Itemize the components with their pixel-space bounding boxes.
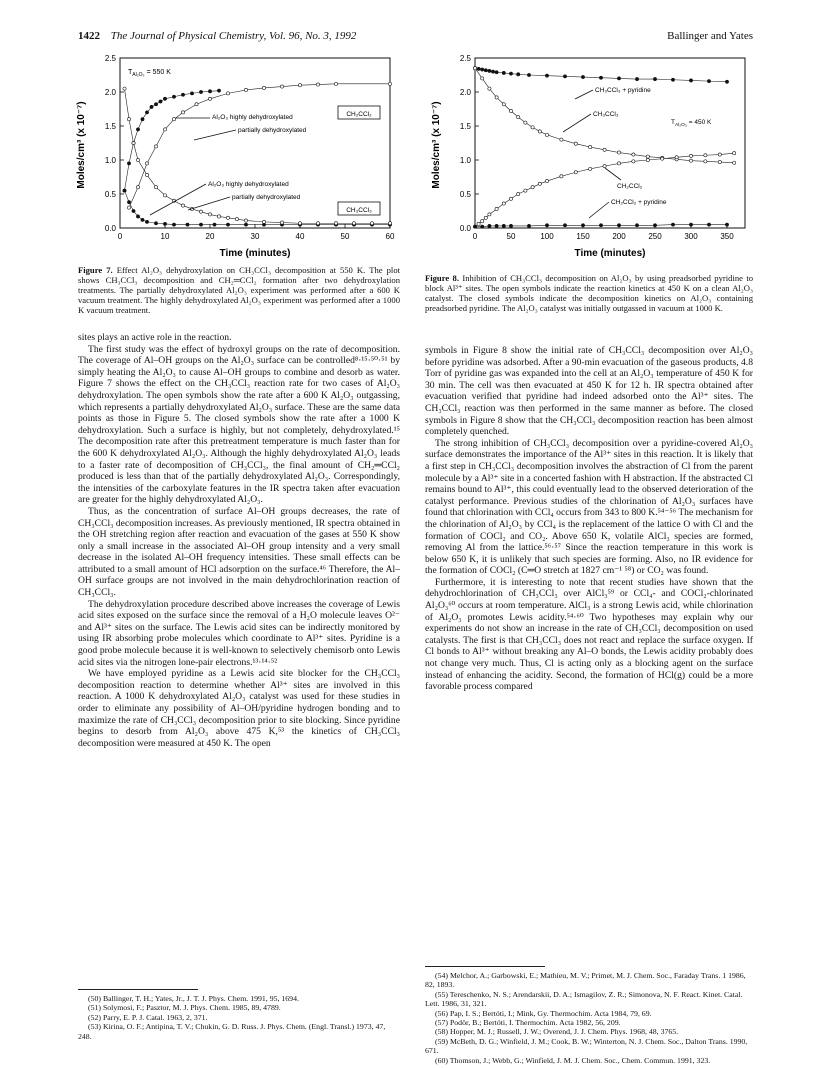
data-point xyxy=(725,80,728,83)
reference: (50) Ballinger, T. H.; Yates, Jr., J. T. J. Phys. Chem. 1991, 95, 1694. xyxy=(88,994,299,1003)
data-point xyxy=(509,197,512,200)
temp-value: = 550 K xyxy=(146,69,171,76)
y-tick-label: 2.5 xyxy=(104,54,116,63)
data-point xyxy=(599,76,602,79)
reference: (60) Thomson, J.; Webb, G.; Winfield, J. M. J. Chem. Soc., Chem. Commun. 1991, 323. xyxy=(435,1055,711,1065)
data-point xyxy=(718,160,721,163)
data-point xyxy=(226,92,229,95)
data-point xyxy=(473,225,476,228)
paragraph: sites plays an active role in the reaction. xyxy=(78,332,232,343)
figure-7-caption xyxy=(78,265,400,315)
data-point xyxy=(563,75,566,78)
data-point xyxy=(186,223,189,226)
annotation-4: CH₂CCl₂ + pyridine xyxy=(611,199,667,206)
data-point xyxy=(538,182,541,185)
data-point xyxy=(226,216,229,219)
data-point xyxy=(195,103,198,106)
data-point xyxy=(545,224,548,227)
data-point xyxy=(159,100,162,103)
x-tick-label: 300 xyxy=(684,232,698,241)
arrow-line xyxy=(589,202,609,218)
figure-8-caption xyxy=(425,273,753,313)
y-tick-label: 0.5 xyxy=(459,190,471,199)
upper-annotation-1: Al₂O₃ highly dehydroxylated xyxy=(212,114,293,121)
data-point xyxy=(524,189,527,192)
axis-ticks xyxy=(460,54,734,241)
x-tick-label: 200 xyxy=(612,232,626,241)
data-point xyxy=(163,97,166,100)
data-point xyxy=(316,222,319,225)
data-point xyxy=(262,220,265,223)
reference: (58) Hopper, M. J.; Russell, J. W.; Overend, J. J. Chem. Phys. 1968, 48, 3765. xyxy=(435,1027,679,1037)
data-point xyxy=(502,103,505,106)
data-point xyxy=(495,207,498,210)
data-point xyxy=(704,154,707,157)
data-point xyxy=(653,77,656,80)
data-point xyxy=(617,151,620,154)
data-point xyxy=(244,223,247,226)
data-point xyxy=(589,167,592,170)
data-point xyxy=(217,89,220,92)
data-point xyxy=(560,175,563,178)
data-point xyxy=(603,165,606,168)
data-point xyxy=(545,74,548,77)
data-point xyxy=(481,220,484,223)
data-point xyxy=(136,215,139,218)
data-point xyxy=(217,215,220,218)
data-point xyxy=(603,148,606,151)
data-point xyxy=(502,224,505,227)
data-point xyxy=(388,82,391,85)
data-point xyxy=(517,116,520,119)
data-point xyxy=(632,160,635,163)
data-point xyxy=(689,79,692,82)
x-tick-label: 40 xyxy=(295,232,305,241)
temp-symbol: T xyxy=(128,69,133,76)
data-point xyxy=(473,67,476,70)
data-point xyxy=(280,221,283,224)
footnote-rule xyxy=(425,966,545,967)
data-point xyxy=(725,223,728,226)
data-point xyxy=(646,155,649,158)
data-point xyxy=(199,210,202,213)
data-point xyxy=(527,224,530,227)
temperature-label xyxy=(671,119,712,128)
references-right xyxy=(425,971,753,1065)
data-point xyxy=(172,95,175,98)
data-point xyxy=(517,192,520,195)
data-point xyxy=(280,85,283,88)
data-point xyxy=(141,218,144,221)
data-point xyxy=(689,159,692,162)
reference: (54) Melchor, A.; Garbowski, E.; Mathieu, M. V.; Primet, M. J. Chem. Soc., Faraday Trans. 1 1986, 82, 1893. xyxy=(425,971,746,990)
y-axis-label: Moles/cm³ (x 10⁻⁷) xyxy=(431,101,442,189)
arrow-line xyxy=(194,130,236,140)
data-point xyxy=(181,204,184,207)
data-point xyxy=(132,209,135,212)
plot-frame xyxy=(475,58,745,228)
data-point xyxy=(477,222,480,225)
data-point xyxy=(226,223,229,226)
data-point xyxy=(150,105,153,108)
figure-8-plot xyxy=(425,50,755,260)
data-point xyxy=(581,75,584,78)
data-point xyxy=(154,186,157,189)
y-tick-label: 0.0 xyxy=(459,224,471,233)
caption-text: Inhibition of CH₃CCl₃ decomposition on Al₂O₃ by using preadsorbed pyridine to block Al³⁺ sites. The open symbols indicate the reaction kinetics at 450 K on a clean Al₂O₃ catalyst. The closed symbols indicate the decomposition kinetics on Al₂O₃ containing preadsorbed pyridine. The Al₂O₃ catalyst was initially outgassed in vacuum at 1000 K. xyxy=(425,273,753,313)
data-point xyxy=(136,128,139,131)
data-point xyxy=(563,224,566,227)
data-point xyxy=(707,223,710,226)
data-point xyxy=(704,160,707,163)
data-point xyxy=(733,152,736,155)
paragraph: Furthermore, it is interesting to note that recent studies have shown that the dehydrochlorination of CH₃CCl₃ over AlCl₃⁵⁹ or CCl₄- and COCl₂-chlorinated Al₂O₃⁶⁰ occurs at room temperature. AlCl₃ is a strong Lewis acid, while chlorination of Al₂O₃ promotes Lewis acidity.⁵⁴·⁶⁰ Two hypotheses may explain why our experiments do not show an increase in the rate of CH₃CCl₃ decomposition on used catalysts. The first is that CH₃CCl₃ does not react and replace the surface oxygen. If Cl bonds to Al³⁺ without breaking any Al–O bonds, the Lewis acidity probably does not change very much. Thus, Cl is acting only as a blocking agent on the surface instead of enhancing the acidity. Second, the formation of HCl(g) could be a more favorable process compared xyxy=(425,576,753,693)
data-point xyxy=(617,162,620,165)
data-point xyxy=(531,126,534,129)
data-point xyxy=(298,84,301,87)
x-tick-label: 60 xyxy=(385,232,395,241)
data-point xyxy=(208,97,211,100)
references-left xyxy=(78,994,400,1041)
annotation-3: CH₂CCl₂ xyxy=(617,183,643,190)
data-point xyxy=(244,219,247,222)
data-point xyxy=(127,206,130,209)
data-point xyxy=(502,202,505,205)
paragraph: The strong inhibition of CH₃CCl₃ decomposition over a pyridine-covered Al₂O₃ surface demonstrates the importance of the Al³⁺ sites in this reaction. It is likely that a first step in CH₃CCl₃ decomposition involves the abstraction of Cl from the parent molecule by a Al³⁺ site in a concerted fashion with H abstraction. If the abstracted Cl remains bound to Al³⁺, this could eventually lead to the observed deterioration of the catalyst performance. Previous studies of the chlorination of Al₂O₃ surfaces have found that chlorination with CCl₄ occurs from 343 to 800 K.⁵⁴⁻⁵⁶ The mechanism for the chlorination of Al₂O₃ by CCl₄ is the replacement of the lattice O with Cl and the formation of COCl₂ and CO₂. Above 650 K, volatile AlCl₃ species are formed, removing Al from the lattice.⁵⁶·⁵⁷ Since the reaction temperature in this work is below 650 K, it is unlikely that such species are forming. Also, no IR evidence for the formation of COCl₂ (C═O stretch at 1827 cm⁻¹ ⁵⁸) or CO₂ was found. xyxy=(425,437,753,577)
temp-symbol: T xyxy=(671,119,675,126)
data-point xyxy=(689,223,692,226)
temperature-label xyxy=(128,69,171,78)
x-axis-label: Time (minutes) xyxy=(219,248,291,259)
data-point xyxy=(733,161,736,164)
annotation-1: CH₃CCl₃ + pyridine xyxy=(595,87,651,94)
x-tick-label: 10 xyxy=(160,232,170,241)
y-tick-label: 2.0 xyxy=(104,88,116,97)
data-point xyxy=(509,224,512,227)
data-point xyxy=(531,186,534,189)
data-point xyxy=(352,222,355,225)
data-point xyxy=(334,222,337,225)
data-point xyxy=(545,179,548,182)
data-point xyxy=(488,69,491,72)
data-point xyxy=(316,83,319,86)
data-point xyxy=(136,186,139,189)
footnote-rule xyxy=(78,989,198,990)
x-tick-label: 50 xyxy=(340,232,350,241)
lower-annotation-1: Al₂O₃ highly dehydroxylated xyxy=(208,181,289,188)
data-point xyxy=(145,162,148,165)
data-point xyxy=(208,213,211,216)
data-point xyxy=(484,216,487,219)
data-point xyxy=(208,90,211,93)
data-point xyxy=(141,118,144,121)
data-point xyxy=(163,222,166,225)
arrow-line xyxy=(605,168,621,180)
reference: (55) Tereschenko, N. S.; Arendarskii, D. A.; Ismagilov, Z. R.; Simonova, N. F. React. Kinet. Catal. Lett. 1986, 31, 321. xyxy=(425,989,743,1009)
caption-label: Figure 8. xyxy=(425,273,460,283)
data-point xyxy=(617,77,620,80)
data-point xyxy=(495,71,498,74)
paragraph: symbols in Figure 8 show the initial rate of CH₃CCl₃ decomposition over Al₂O₃ before pyridine was adsorbed. After a 90-min evacuation of the gaseous products, 4.8 Torr of pyridine gas was expanded into the cell at an Al₂O₃ temperature of 450 K for 30 min. The cell was then evacuated at 450 K for 12 h. IR spectra obtained after evacuation verified that pyridine had indeed adsorbed onto the Al³⁺ sites. The CH₃CCl₃ reaction was then performed in the same manner as before. The closed symbols in Figure 8 show that the CH₃CCl₃ decomposition reaction has been almost completely quenched. xyxy=(425,345,753,438)
data-point xyxy=(145,111,148,114)
data-point xyxy=(646,158,649,161)
paragraph: We have employed pyridine as a Lewis acid site blocker for the CH₃CCl₃ decomposition reaction to determine whether Al³⁺ sites are involved in this reaction. A 1000 K dehydroxylated Al₂O₃ catalyst was used for these studies in order to eliminate any possibility of Al–OH/pyridine hydrogen bonding and to maximize the rate of CH₃CCl₃ decomposition prior to site blocking. Since pyridine begins to desorb from Al₂O₃ above 475 K,⁵³ the kinetics of CH₃CCl₃ decomposition were measured at 450 K. The open xyxy=(78,668,400,749)
upper-annotation-2: partially dehydroxylated xyxy=(238,127,307,134)
data-point xyxy=(574,171,577,174)
data-point xyxy=(127,201,130,204)
data-point xyxy=(653,224,656,227)
x-axis-label: Time (minutes) xyxy=(574,248,646,259)
data-point xyxy=(127,162,130,165)
data-point xyxy=(635,224,638,227)
data-point xyxy=(574,142,577,145)
data-point xyxy=(675,156,678,159)
x-tick-label: 20 xyxy=(205,232,215,241)
data-point xyxy=(123,87,126,90)
reference: (59) McBeth, D. G.; Winfield, J. M.; Cook, B. W.; Winterton, N. J. Chem. Soc., Dalton Trans. 1990, 671. xyxy=(425,1036,748,1056)
data-point xyxy=(154,222,157,225)
data-point xyxy=(581,224,584,227)
series-line xyxy=(129,84,390,208)
left-column xyxy=(78,332,400,749)
data-point xyxy=(488,213,491,216)
data-point xyxy=(517,73,520,76)
x-tick-label: 30 xyxy=(250,232,260,241)
x-tick-label: 50 xyxy=(506,232,516,241)
data-point xyxy=(477,67,480,70)
arrow-line xyxy=(188,197,230,210)
data-point xyxy=(481,77,484,80)
y-axis-label: Moles/cm³ (x 10⁻⁷) xyxy=(76,101,87,189)
data-point xyxy=(527,73,530,76)
annotation-2: CH₃CCl₃ xyxy=(593,111,619,118)
y-tick-label: 0.5 xyxy=(104,190,116,199)
data-point xyxy=(560,138,563,141)
data-point xyxy=(488,224,491,227)
figure-8 xyxy=(425,50,755,260)
data-point xyxy=(181,93,184,96)
x-tick-label: 350 xyxy=(720,232,734,241)
arrow-line xyxy=(575,90,593,99)
data-point xyxy=(718,153,721,156)
data-point xyxy=(123,189,126,192)
data-point xyxy=(635,77,638,80)
data-point xyxy=(689,154,692,157)
upper-box-label: CH₂CCl₂ xyxy=(346,111,372,118)
x-tick-label: 0 xyxy=(472,232,478,241)
data-point xyxy=(495,96,498,99)
arrow-line xyxy=(563,114,591,132)
paragraph: The dehydroxylation procedure described above increases the coverage of Lewis acid sites exposed on the surface since the removal of a H₂O molecule leaves O²⁻ and Al³⁺ sites on the surface. The Lewis acid sites can be indirectly monitored by using IR absorbing probe molecules which coordinate to Al³⁺ sites. Pyridine is a good probe molecule because it is well-known to selectively chemisorb onto Lewis acid sites via the nitrogen lone-pair electrons.¹³·¹⁴·⁵² xyxy=(78,598,400,668)
data-point xyxy=(154,103,157,106)
data-point xyxy=(502,71,505,74)
data-point xyxy=(481,225,484,228)
x-tick-label: 100 xyxy=(540,232,554,241)
data-point xyxy=(370,222,373,225)
figure-7-plot xyxy=(70,50,400,260)
y-tick-label: 2.0 xyxy=(459,88,471,97)
data-point xyxy=(213,223,216,226)
y-tick-label: 1.5 xyxy=(104,122,116,131)
data-point xyxy=(190,92,193,95)
figure-7 xyxy=(70,50,400,260)
reference: (52) Parry, E. P. J. Catal. 1963, 2, 371. xyxy=(88,1012,208,1022)
data-point xyxy=(181,111,184,114)
data-point xyxy=(163,128,166,131)
data-point xyxy=(491,70,494,73)
data-point xyxy=(127,118,130,121)
data-point xyxy=(199,90,202,93)
reference: (56) Pap, I. S.; Bertóti, I.; Mink, Gy. Thermochim. Acta 1984, 79, 69. xyxy=(435,1008,652,1018)
data-point xyxy=(334,82,337,85)
page-number: 1422 xyxy=(78,30,100,42)
data-point xyxy=(154,145,157,148)
caption-label: Figure 7. xyxy=(78,265,113,275)
running-authors: Ballinger and Yates xyxy=(667,30,753,42)
journal-title: The Journal of Physical Chemistry, Vol. 96, No. 3, 1992 xyxy=(110,30,357,42)
data-point xyxy=(545,133,548,136)
data-point xyxy=(132,141,135,144)
data-point xyxy=(509,109,512,112)
caption-text: Effect Al₂O₃ dehydroxylation on CH₃CCl₃ decomposition at 550 K. The plot shows CH₃CCl₃ decomposition and CH₂═CCl₂ formation after two dehydroxylation treatments. The partially dehydroxylated Al₂O₃ experiment was performed after a 600 K vacuum treatment. The highly dehydroxylated Al₂O₃ experiment was performed after a 1000 K vacuum treatment. xyxy=(78,265,401,315)
data-point xyxy=(599,224,602,227)
data-point xyxy=(524,121,527,124)
data-point xyxy=(509,72,512,75)
series-line xyxy=(475,68,727,82)
data-point xyxy=(707,80,710,83)
data-point xyxy=(145,173,148,176)
page-header xyxy=(78,30,753,44)
lower-box-label: CH₃CCl₃ xyxy=(346,207,372,214)
data-point xyxy=(671,223,674,226)
data-point xyxy=(481,68,484,71)
data-point xyxy=(538,130,541,133)
y-tick-label: 1.0 xyxy=(459,156,471,165)
reference: (53) Kirina, O. F.; Antipina, T. V.; Chukin, G. D. Russ. J. Phys. Chem. (Engl. Transl.) 1973, 47, 248. xyxy=(78,1022,386,1041)
data-point xyxy=(589,145,592,148)
data-point xyxy=(163,194,166,197)
right-column xyxy=(425,345,753,693)
data-point xyxy=(495,224,498,227)
y-tick-label: 2.5 xyxy=(459,54,471,63)
data-point xyxy=(235,218,238,221)
series-line xyxy=(475,153,734,226)
paragraph: Thus, as the concentration of surface Al–OH groups decreases, the rate of CH₃CCl₃ decomposition increases. As previously mentioned, IR spectra obtained in the OH stretching region after reaction and evacuation of the gases at 550 K show only a small increase in the associated Al–OH group intensity and a very small decrease in the isolated Al–OH frequency intensities. These small effects can be attributed to a small amount of HCl adsorption on the surface.⁴⁶ Therefore, the Al–OH surface groups are not involved in the main dehydrochlorination reaction of CH₃CCl₃. xyxy=(78,505,400,599)
paragraph: The first study was the effect of hydroxyl groups on the rate of decomposition. The coverage of Al–OH groups on the Al₂O₃ surface can be controlled⁸·¹⁵·⁵⁰·⁵¹ by simply heating the Al₂O₃ to cause Al–OH groups to combine and desorb as water. Figure 7 shows the effect on the CH₃CCl₃ reaction rate for two cases of Al₂O₃ dehydroxylation. The open symbols show the rate after a 600 K Al₂O₃ outgassing, which represents a partially dehydroxylated Al₂O₃ surface. These are the same data points as those in Figure 5. The closed symbols show the rate after a 1000 K dehydroxylation. Such a surface is highly, but not completely, dehydroxylated.¹⁵ The decomposition rate after this pretreatment temperature is much faster than for the 600 K dehydroxylated Al₂O₃. Although the highly dehydroxylated Al₂O₃ leads to a faster rate of decomposition of CH₃CCl₃, the final amount of CH₂═CCl₂ produced is less than that of the partially dehydroxylated Al₂O₃. Correspondingly, the intensities of the carboxylate features in the IR spectra taken after evacuation are greater for the highly dehydroxylated Al₂O₃. xyxy=(78,343,400,506)
data-point xyxy=(244,88,247,91)
x-tick-label: 150 xyxy=(576,232,590,241)
data-point xyxy=(172,223,175,226)
y-tick-label: 1.5 xyxy=(459,122,471,131)
data-point xyxy=(298,222,301,225)
reference: (57) Podör, B.; Bertóti, I. Thermochim. Acta 1982, 56, 209. xyxy=(435,1018,621,1028)
temp-subscript: Al₂O₃ xyxy=(674,123,687,128)
temp-subscript: Al₂O₃ xyxy=(132,72,145,78)
data-point xyxy=(136,158,139,161)
y-tick-label: 0.0 xyxy=(104,224,116,233)
reference: (51) Solymosi, F.; Pasztor, M. J. Phys. Chem. 1985, 89, 4789. xyxy=(88,1003,281,1013)
series-line xyxy=(125,91,220,191)
data-point xyxy=(671,78,674,81)
data-point xyxy=(145,220,148,223)
data-point xyxy=(661,157,664,160)
data-point xyxy=(488,87,491,90)
data-point xyxy=(617,224,620,227)
data-point xyxy=(484,69,487,72)
data-point xyxy=(388,222,391,225)
x-tick-label: 0 xyxy=(117,232,123,241)
data-point xyxy=(262,86,265,89)
y-tick-label: 1.0 xyxy=(104,156,116,165)
data-point xyxy=(172,118,175,121)
x-tick-label: 250 xyxy=(648,232,662,241)
lower-annotation-2: partially dehydroxylated xyxy=(232,194,301,201)
temp-value: = 450 K xyxy=(688,119,712,126)
data-point xyxy=(632,153,635,156)
data-point xyxy=(199,223,202,226)
